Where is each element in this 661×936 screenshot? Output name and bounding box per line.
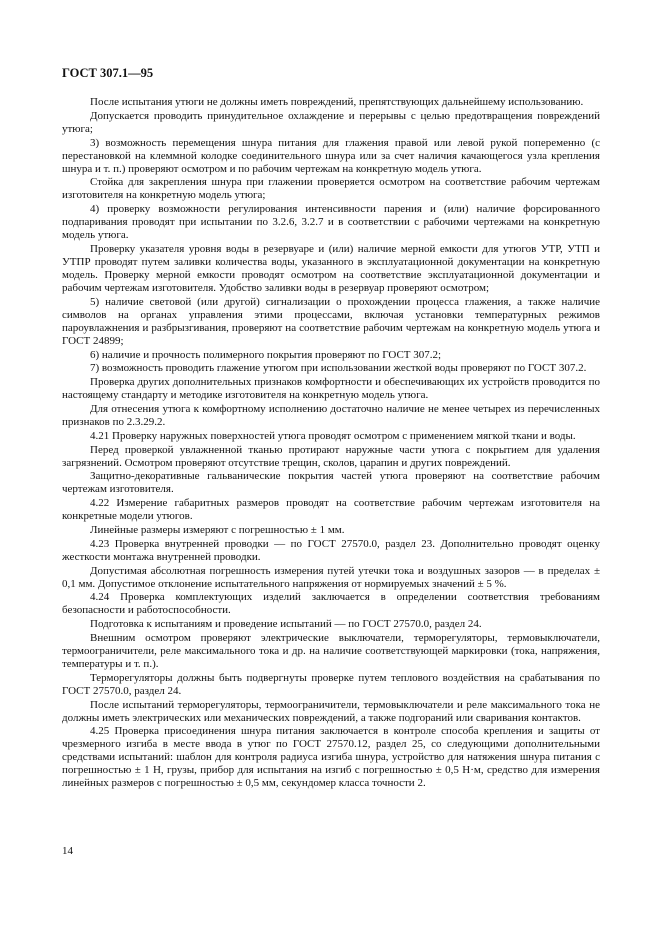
paragraph: После испытания утюги не должны иметь повреждений, препятствующих дальнейшему использованию. [90,96,584,108]
paragraph: Стойка для закрепления шнура при глажении проверяется осмотром на соответствие рабочим чертежам изготовителя на конкретную модель утюга; [62,176,600,202]
paragraph: Допускается проводить принудительное охлаждение и перерывы с целью предотвращения повреждений утюга; [62,109,600,135]
paragraph: Внешним осмотром проверяют электрические выключатели, терморегуляторы, термовыключатели, термоограничители, реле максимального тока и др. на наличие соответствующей маркировки (тока, напряжения, температуры и т. п.). [62,631,600,670]
document-code-header: ГОСТ 307.1—95 [62,66,154,80]
paragraph: Подготовка к испытаниям и проведение испытаний — по ГОСТ 27570.0, раздел 24. [90,618,482,631]
paragraph: 4.22 Измерение габаритных размеров проводят на соответствие рабочим чертежам изготовителя на конкретные модели утюгов. [62,497,600,523]
paragraph: 5) наличие световой (или другой) сигнализации о прохождении процесса глажения, а также наличие символов на органах управления этими процессами, включая установки температурных режимов пароувлажнения и разбрызгивания, проверяют на соответствие рабочим чертежам на конкретную модель утюга и ГОСТ 24899; [62,295,600,347]
body-text [62,96,600,791]
paragraph: 7) возможность проводить глажение утюгом при использовании жесткой воды проверяют по ГОСТ 307.2. [90,362,587,375]
paragraph: Для отнесения утюга к комфортному исполнению достаточно наличие не менее четырех из перечисленных признаков по 2.3.29.2. [62,402,600,428]
paragraph: Допустимая абсолютная погрешность измерения путей утечки тока и воздушных зазоров — в пределах ± 0,1 мм. Допустимое отклонение испытательного напряжения от нормируемых значений ± 5 %. [62,564,600,590]
paragraph: Линейные размеры измеряют с погрешностью ± 1 мм. [90,523,345,536]
paragraph: 3) возможность перемещения шнура питания для глажения правой или левой рукой попеременно (с перестановкой на клеммной колодке соединительного шнура или за счет наличия качающегося узла крепления шнура и т. п.) проверяют осмотром и по рабочим чертежам на конкретную модель утюга. [62,136,600,175]
paragraph: Перед проверкой увлажненной тканью протирают наружные части утюга с покрытием для удаления загрязнений. Осмотром проверяют отсутствие трещин, сколов, царапин и других повреждений. [62,443,600,469]
paragraph: 6) наличие и прочность полимерного покрытия проверяют по ГОСТ 307.2; [90,348,442,361]
paragraph: После испытаний терморегуляторы, термоограничители, термовыключатели и реле максимального тока не должны иметь электрических или механических повреждений, а также подгораний или сваривания контактов. [62,698,600,724]
page-number: 14 [62,845,73,857]
paragraph: Проверка других дополнительных признаков комфортности и обеспечивающих их устройств проводится по настоящему стандарту и методике изготовителя на конкретную модель утюга. [62,376,600,402]
paragraph: 4.21 Проверку наружных поверхностей утюга проводят осмотром с применением мягкой ткани и воды. [90,429,576,442]
paragraph: 4) проверку возможности регулирования интенсивности парения и (или) наличие форсированного подпаривания проводят при испытании по 3.2.6, 3.2.7 и в соответствии с рабочими чертежами на конкретную модель утюга. [62,203,600,242]
paragraph: Защитно-декоративные гальванические покрытия частей утюга проверяют на соответствие рабочим чертежам изготовителя. [62,470,600,496]
paragraph: Проверку указателя уровня воды в резервуаре и (или) наличие мерной емкости для утюгов УТР, УТП и УТПР проводят путем заливки количества воды, указанного в эксплуатационной документации на конкретную модель. Проверку мерной емкости проводят осмотром на соответствие эксплуатационной документации и рабочим чертежам изготовителя. Удобство заливки воды в резервуар проверяют осмотром; [62,242,600,294]
paragraph: 4.23 Проверка внутренней проводки — по ГОСТ 27570.0, раздел 23. Дополнительно проводят оценку жесткости монтажа внутренней проводки. [62,537,600,563]
paragraph: 4.24 Проверка комплектующих изделий заключается в определении соответствия требованиям безопасности и работоспособности. [62,591,600,617]
paragraph: Терморегуляторы должны быть подвергнуты проверке путем теплового воздействия на срабатывания по ГОСТ 27570.0, раздел 24. [62,671,600,697]
paragraph: 4.25 Проверка присоединения шнура питания заключается в контроле способа крепления и защиты от чрезмерного изгиба в месте ввода в утюг по ГОСТ 27570.12, раздел 25, со следующими дополнительными средствами испытаний: шаблон для контроля радиуса изгиба шнура, устройство для натяжения шнура питания с погрешностью ± 1 Н, грузы, прибор для испытания на изгиб с погрешностью ± 0,5 Н·м, средство для измерения линейных размеров с погрешностью ± 0,5 мм, секундомер класса точности 2. [62,725,600,790]
